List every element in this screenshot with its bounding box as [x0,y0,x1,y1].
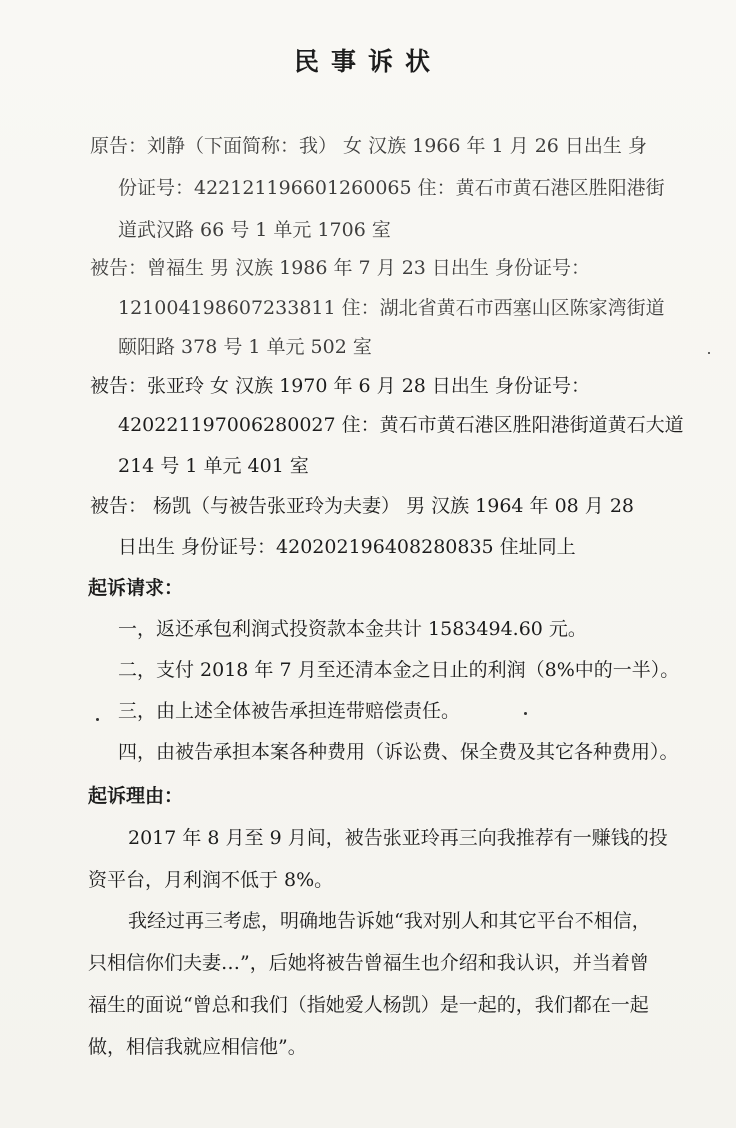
reason-line-2: 资平台，月利润不低于 8%。 [88,869,334,891]
defendant2-line-3: 214 号 1 单元 401 室 [118,455,309,477]
document-title: 民事诉状 [293,47,442,76]
reason-line-1: 2017 年 8 月至 9 月间，被告张亚玲再三向我推荐有一赚钱的投 [128,827,668,849]
reason-line-3: 我经过再三考虑，明确地告诉她“我对别人和其它平台不相信， [128,910,651,932]
plaintiff-line-1: 原告：刘静（下面简称：我） 女 汉族 1966 年 1 月 26 日出生 身 [90,135,647,157]
reason-line-5: 福生的面说“曾总和我们（指她爱人杨凯）是一起的，我们都在一起 [88,994,649,1016]
defendant1-line-3: 颐阳路 378 号 1 单元 502 室 [118,336,372,358]
defendant2-line-1: 被告：张亚玲 女 汉族 1970 年 6 月 28 日出生 身份证号： [90,375,590,397]
defendant3-line-2: 日出生 身份证号：420202196408280835 住址同上 [118,536,576,558]
claim-item-1: 一，返还承包利润式投资款本金共计 1583494.60 元。 [118,618,587,640]
defendant3-line-1: 被告： 杨凯（与被告张亚玲为夫妻） 男 汉族 1964 年 08 月 28 [90,495,635,517]
defendant1-line-1: 被告：曾福生 男 汉族 1986 年 7 月 23 日出生 身份证号： [90,257,590,279]
claims-heading: 起诉请求： [88,577,184,599]
claim-item-4: 四，由被告承担本案各种费用（诉讼费、保全费及其它各种费用）。 [118,741,679,763]
reason-line-4: 只相信你们夫妻…”，后她将被告曾福生也介绍和我认识，并当着曾 [88,952,649,974]
defendant1-line-2: 121004198607233811 住：湖北省黄石市西塞山区陈家湾街道 [118,297,665,319]
scan-speck [708,352,710,354]
plaintiff-line-2: 份证号：422121196601260065 住：黄石市黄石港区胜阳港街 [118,177,665,199]
plaintiff-line-3: 道武汉路 66 号 1 单元 1706 室 [118,219,391,241]
reasons-heading: 起诉理由： [88,785,184,807]
scan-speck [96,718,99,721]
defendant2-line-2: 420221197006280027 住：黄石市黄石港区胜阳港街道黄石大道 [118,414,684,436]
claim-item-3: 三，由上述全体被告承担连带赔偿责任。 [118,700,461,722]
scan-speck [524,712,527,715]
claim-item-2: 二，支付 2018 年 7 月至还清本金之日止的利润（8%中的一半）。 [118,659,680,681]
reason-line-6: 做，相信我就应相信他”。 [88,1036,307,1058]
